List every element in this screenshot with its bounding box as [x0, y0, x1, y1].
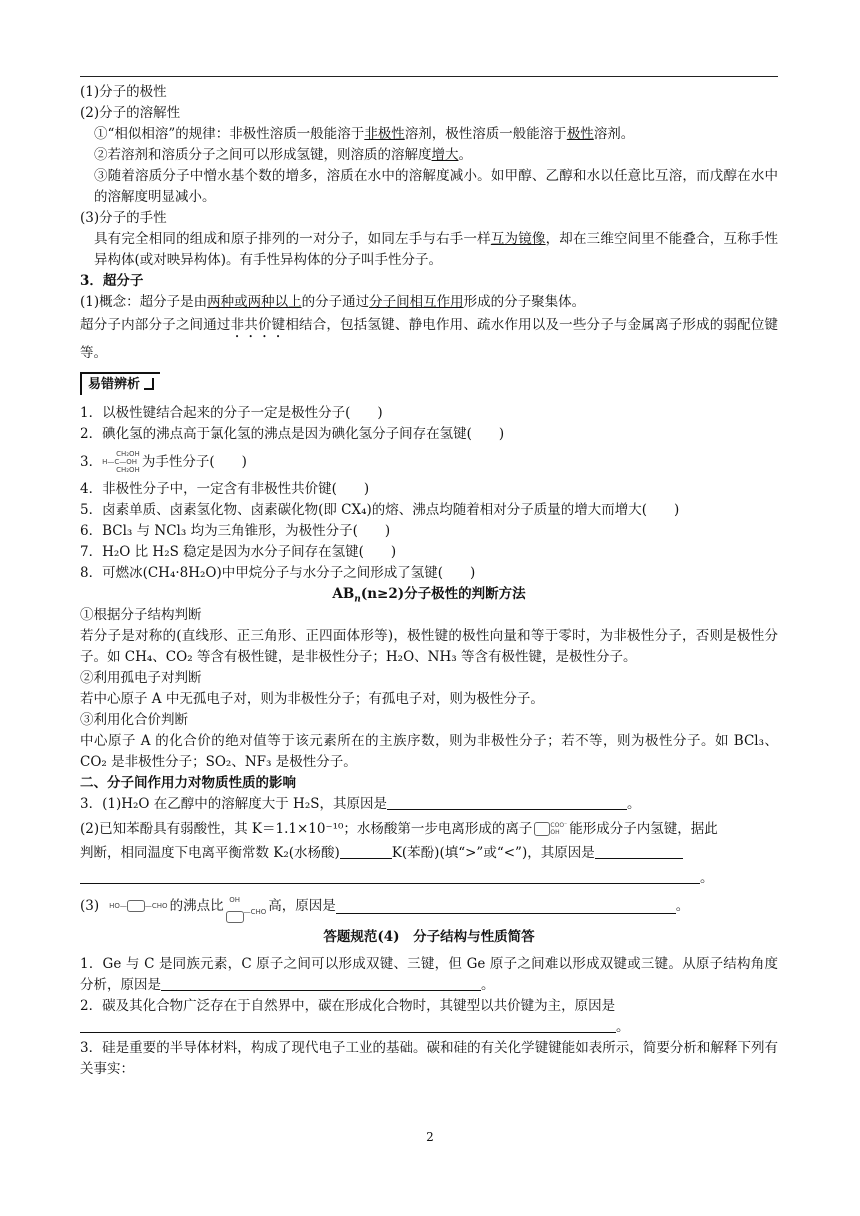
method-1-text: 若分子是对称的(直线形、正三角形、正四面体形等)，极性键的极性向量和等于零时，为非极性分子，否则是极性分子。如 CH₄、CO₂ 等含有极性键，是非极性分子；H₂O、NH₃ 等含有极性键，是极性分子。 — [80, 628, 778, 665]
rule-like-dissolves-like: ①“相似相溶”的规律：非极性溶质一般能溶于非极性溶剂，极性溶质一般能溶于极性溶剂。 — [94, 126, 635, 142]
section-3-title: 答题规范(4) 分子结构与性质简答 — [323, 929, 535, 945]
answer-blank[interactable] — [340, 844, 392, 859]
quiz-item: 1．以极性键结合起来的分子一定是极性分子( ) — [80, 405, 383, 421]
heading-polarity: (1)分子的极性 — [80, 84, 167, 100]
answer-2: 2．碳及其化合物广泛存在于自然界中，碳在形成化合物时，其键型以共价键为主，原因是 。 — [80, 998, 630, 1035]
answer-blank[interactable] — [80, 1018, 616, 1033]
answer-blank[interactable] — [161, 976, 481, 991]
quiz-item: 4．非极性分子中，一定含有非极性共价键( ) — [80, 481, 370, 497]
question-3-1: 3．(1)H₂O 在乙醇中的溶解度大于 H₂S，其原因是 。 — [80, 796, 641, 812]
question-3-3: (3) HO— —CHO 的沸点比 OH —CHO 高，原因是 。 — [80, 889, 778, 923]
answer-blank[interactable] — [387, 795, 627, 810]
answer-3: 3．硅是重要的半导体材料，构成了现代电子工业的基础。碳和硅的有关化学键键能如表所示，简要分析和解释下列有关事实： — [80, 1040, 778, 1077]
quiz-item: 6．BCl₃ 与 NCl₃ 均为三角锥形，为极性分子( ) — [80, 523, 391, 539]
quiz-item: 8．可燃冰(CH₄·8H₂O)中甲烷分子与水分子之间形成了氢键( ) — [80, 565, 476, 581]
section-2-title: 二、分子间作用力对物质性质的影响 — [80, 775, 296, 791]
method-2-heading: ②利用孤电子对判断 — [80, 670, 202, 686]
question-3-2: (2)已知苯酚具有弱酸性，其 K＝1.1×10⁻¹⁰；水杨酸第一步电离形成的离子 COO⁻ OH 能形成分子内氢键，据此 — [80, 820, 718, 837]
glycerol-structure: CH₂OH H—C—OH CH₂OH — [102, 450, 140, 474]
question-3-2-cont: 判断，相同温度下电离平衡常数 K₂(水杨酸) K(苯酚)(填“>”或“<”)，其原因是 — [80, 843, 778, 864]
rule-hydrogen-bond: ②若溶剂和溶质分子之间可以形成氢键，则溶质的溶解度增大。 — [94, 147, 472, 163]
o-hydroxybenzaldehyde-structure: OH —CHO — [226, 890, 267, 923]
page-content — [80, 82, 778, 1080]
heading-solubility: (2)分子的溶解性 — [80, 105, 181, 121]
supramolecule-text: 超分子内部分子之间通过非共价键相结合，包括氢键、静电作用、疏水作用以及一些分子与金属离子形成的弱配位键等。 — [80, 317, 779, 361]
rule-hydrophobic: ③随着溶质分子中憎水基个数的增多，溶质在水中的溶解度减小。如甲醇、乙醇和水以任意比互溶，而戊醇在水中的溶解度明显减小。 — [94, 168, 778, 205]
answer-1: 1．Ge 与 C 是同族元素，C 原子之间可以形成双键、三键，但 Ge 原子之间难以形成双键或三键。从原子结构角度分析，原因是 。 — [80, 956, 778, 993]
quiz-item: 2．碘化氢的沸点高于氯化氢的沸点是因为碘化氢分子间存在氢键( ) — [80, 426, 505, 442]
answer-blank[interactable] — [80, 869, 700, 884]
method-3-text: 中心原子 A 的化合价的绝对值等于该元素所在的主族序数，则为非极性分子；若不等，则为极性分子。如 BCl₃、CO₂ 是非极性分子；SO₂、NF₃ 是极性分子。 — [80, 733, 778, 770]
quiz-item: 7．H₂O 比 H₂S 稳定是因为水分子间存在氢键( ) — [80, 544, 397, 560]
error-analysis-tag: 易错辨析 — [80, 372, 160, 395]
method-3-heading: ③利用化合价判断 — [80, 712, 188, 728]
salicylate-ion-structure: COO⁻ OH — [534, 822, 567, 836]
supramolecule-concept: (1)概念：超分子是由两种或两种以上的分子通过分子间相互作用形成的分子聚集体。 — [80, 294, 586, 310]
header-rule — [80, 76, 778, 77]
heading-chirality: (3)分子的手性 — [80, 210, 167, 226]
quiz-item: 3． CH₂OH H—C—OH CH₂OH 为手性分子( ) — [80, 450, 247, 474]
heading-supramolecule: 3．超分子 — [80, 273, 144, 289]
quiz-item: 5．卤素单质、卤素氢化物、卤素碳化物(即 CX₄)的熔、沸点均随着相对分子质量的增大而增大( ) — [80, 502, 680, 518]
method-title: $AB_n(n\ge 2)$分子极性的判断方法 — [332, 586, 526, 605]
method-1-heading: ①根据分子结构判断 — [80, 607, 202, 623]
p-hydroxybenzaldehyde-structure: HO— —CHO — [109, 896, 167, 917]
page-number: 2 — [426, 1130, 434, 1144]
answer-blank[interactable] — [595, 844, 683, 859]
chirality-text: 具有完全相同的组成和原子排列的一对分子，如同左手与右手一样互为镜像，却在三维空间里不能叠合，互称手性异构体(或对映异构体)。有手性异构体的分子叫手性分子。 — [94, 231, 779, 268]
answer-blank[interactable] — [336, 899, 676, 914]
question-3-2-line: 。 — [80, 868, 778, 889]
method-2-text: 若中心原子 A 中无孤电子对，则为非极性分子；有孤电子对，则为极性分子。 — [80, 691, 544, 707]
